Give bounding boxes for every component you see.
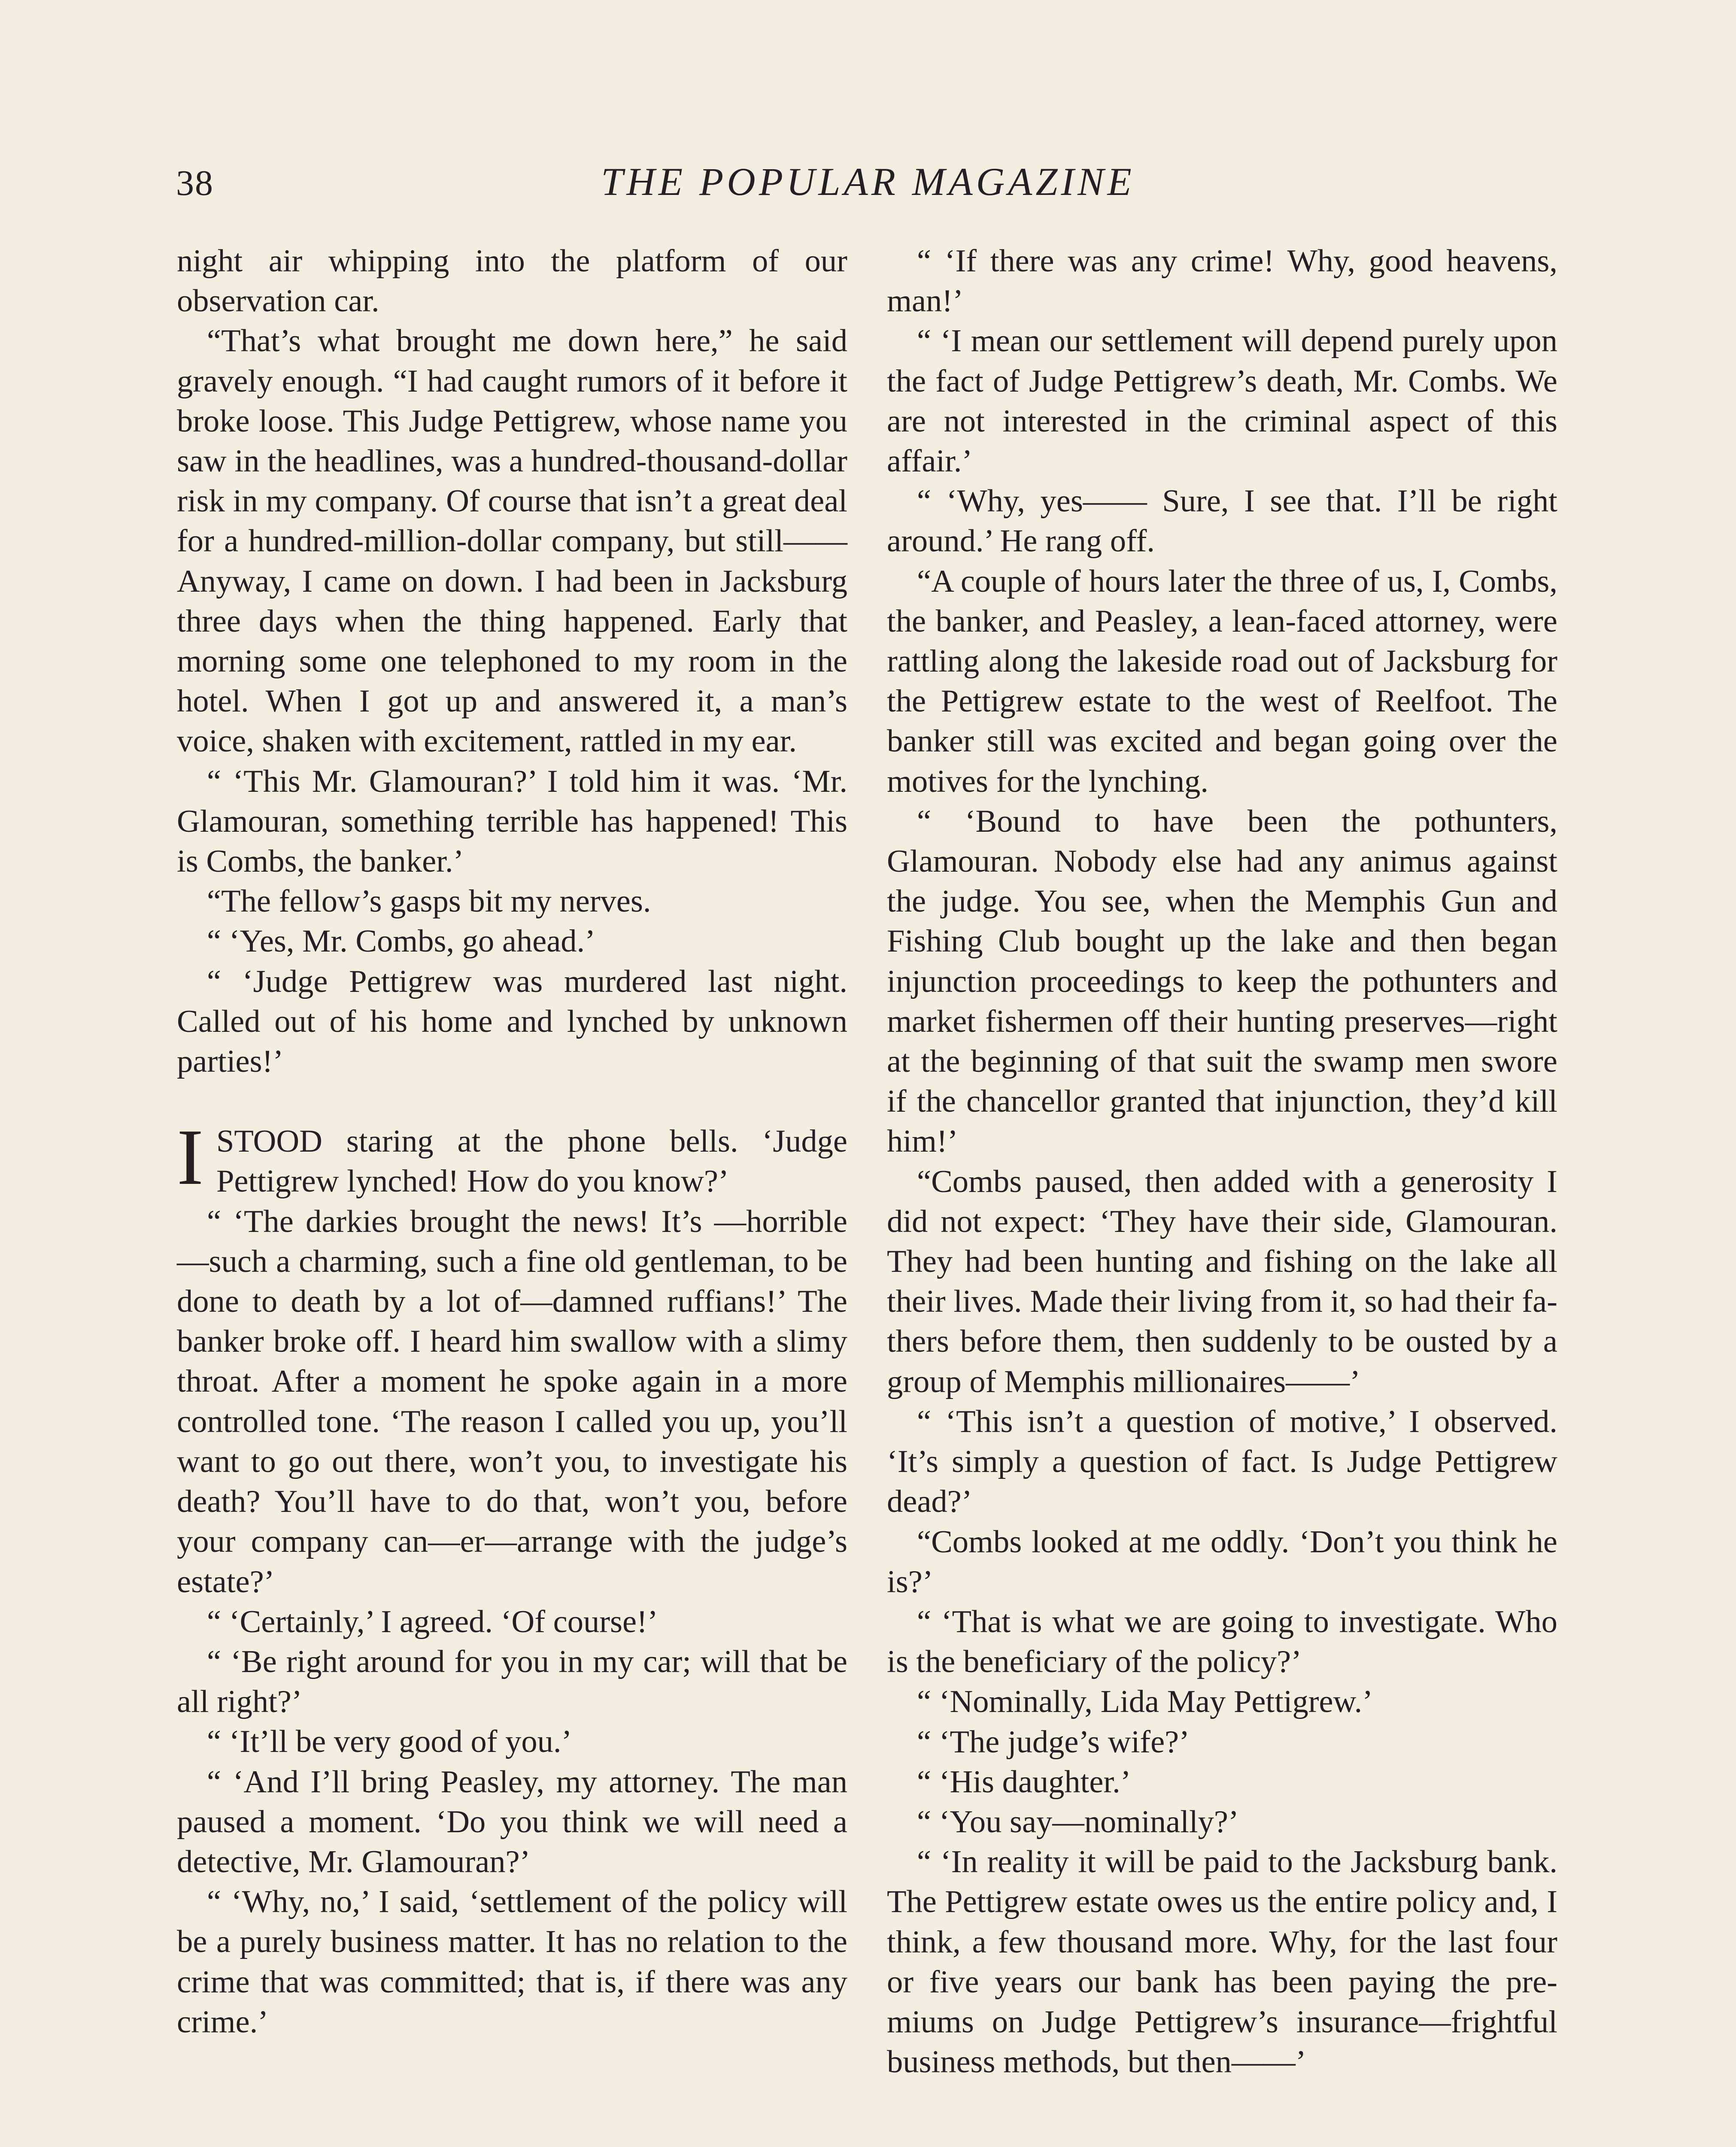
paragraph: “ ‘Why, no,’ I said, ‘settlement of the policy will be a purely business matter. It has no relation to the crime that was committed; that is, if there was any crime.’ xyxy=(177,1884,847,2040)
right-column xyxy=(887,241,1557,2082)
paragraph: “ ‘It’ll be very good of you.’ xyxy=(207,1724,572,1760)
paragraph: “A couple of hours later the three of us, I, Combs, the banker, and Peasley, a lean-faced attorney, were rattling along the lakeside road out of Jacksburg for the Pettigrew estate to the west of Reelfoot. The banker still was excited and began going over the motives for the lynching. xyxy=(887,563,1557,799)
paragraph: “ ‘This isn’t a question of motive,’ I observed. ‘It’s simply a question of fact. Is Judge Pettigrew dead?’ xyxy=(887,1404,1557,1520)
paragraph: “Combs paused, then added with a generosity I did not expect: ‘They have their side, Glamouran. They had been hunting and fishing on the lake all their lives. Made their living from it, so had their fathers before them, then suddenly to be ousted by a group of Memphis millionaires——’ xyxy=(887,1164,1557,1399)
paragraph: night air whipping into the platform of our observation car. xyxy=(177,243,847,319)
paragraph: “ ‘Certainly,’ I agreed. ‘Of course!’ xyxy=(207,1604,658,1639)
paragraph: “ ‘The judge’s wife?’ xyxy=(917,1724,1190,1760)
page-number: 38 xyxy=(176,163,214,203)
paragraph: “ ‘Nominally, Lida May Pettigrew.’ xyxy=(917,1684,1373,1720)
paragraph: “ ‘His daughter.’ xyxy=(917,1764,1131,1800)
paragraph: “Combs looked at me oddly. ‘Don’t you think he is?’ xyxy=(887,1524,1557,1600)
paragraph: “ ‘Why, yes—— Sure, I see that. I’ll be right around.’ He rang off. xyxy=(887,484,1557,559)
paragraph: “That’s what brought me down here,” he said gravely enough. “I had caught rumors of it before it broke loose. This Judge Pettigrew, whose name you saw in the headlines, was a hundred-thousand-dollar risk in my company. Of course that isn’t a great deal for a hundred-million-dollar company, but still—— Anyway, I came on down. I had been in Jacksburg three days when the thing happened. Early that morning some one telephoned to my room in the hotel. When I got up and answered it, a man’s voice, shaken with excitement, rattled in my ear. xyxy=(177,323,847,759)
paragraph: “ ‘And I’ll bring Peasley, my attorney. The man paused a moment. ‘Do you think we will need a detective, Mr. Glamouran?’ xyxy=(177,1764,847,1879)
section-first-text: STOOD staring at the phone bells. ‘Judge Pettigrew lynched! How do you know?’ xyxy=(216,1124,847,1199)
paragraph: “ ‘Yes, Mr. Combs, go ahead.’ xyxy=(207,924,595,959)
running-head: THE POPULAR MAGAZINE xyxy=(601,160,1135,204)
paragraph: “ ‘That is what we are going to investigate. Who is the beneficiary of the policy?’ xyxy=(887,1604,1557,1680)
left-column xyxy=(177,241,847,2042)
paragraph: “ ‘Judge Pettigrew was murdered last night. Called out of his home and lynched by unknown parties!’ xyxy=(177,964,847,1080)
paragraph: “ ‘The darkies brought the news! It’s —horrible—such a charming, such a fine old gentleman, to be done to death by a lot of—damned ruffians!’ The banker broke off. I heard him swallow with a slimy throat. After a moment he spoke again in a more controlled tone. ‘The reason I called you up, you’ll want to go out there, won’t you, to investigate his death? You’ll have to do that, won’t you, before your company can—er—arrange with the judge’s estate?’ xyxy=(177,1204,847,1600)
paragraph: “ ‘This Mr. Glamouran?’ I told him it was. ‘Mr. Glamouran, something terrible has happened! This is Combs, the banker.’ xyxy=(177,763,847,879)
drop-cap: I xyxy=(177,1113,203,1202)
paragraph: “The fellow’s gasps bit my nerves. xyxy=(207,884,651,919)
paragraph: “ ‘I mean our settlement will depend purely upon the fact of Judge Pettigrew’s death, Mr. Combs. We are not interested in the criminal aspect of this affair.’ xyxy=(887,323,1557,479)
paragraph: “ ‘In reality it will be paid to the Jacksburg bank. The Pettigrew estate owes us the entire policy and, I think, a few thousand more. Why, for the last four or five years our bank has been paying the premiums on Judge Pettigrew’s insurance—frightful business methods, but then——’ xyxy=(887,1844,1557,2080)
paragraph: “ ‘Bound to have been the pothunters, Glamouran. Nobody else had any animus against the judge. You see, when the Memphis Gun and Fishing Club bought up the lake and then began injunction proceedings to keep the pothunters and market fishermen off their hunting preserves—right at the beginning of that suit the swamp men swore if the chancellor granted that injunction, they’d kill him!’ xyxy=(887,803,1557,1159)
paragraph: “ ‘Be right around for you in my car; will that be all right?’ xyxy=(177,1644,847,1720)
section-start-paragraph xyxy=(177,1113,847,1202)
paragraph: “ ‘If there was any crime! Why, good heavens, man!’ xyxy=(887,243,1557,319)
paragraph: “ ‘You say—nominally?’ xyxy=(917,1804,1239,1840)
